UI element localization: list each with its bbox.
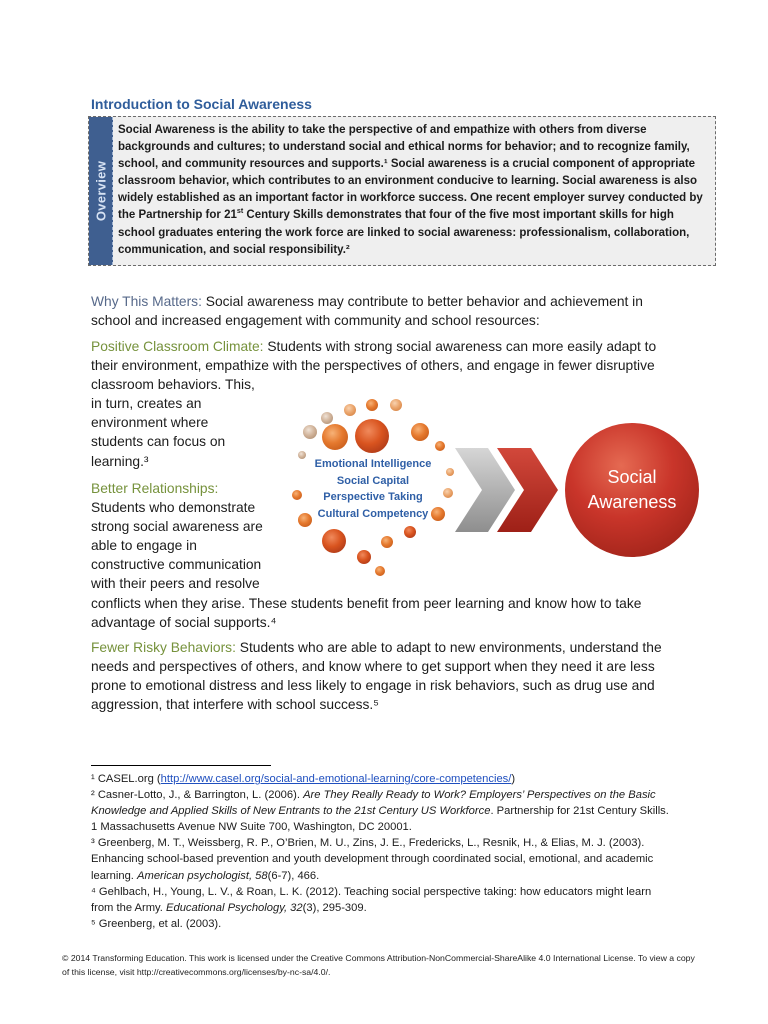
paragraph-text: Social awareness may contribute to better behavior and achievement in [205,294,643,309]
paragraph-line [91,337,656,356]
decorative-circle [321,412,333,424]
paragraph-line: needs and perspectives of others, and know where to get support when they need it are less [91,659,655,675]
decorative-circle [292,490,302,500]
factor-label: Social Capital [336,475,410,487]
decorative-circle [431,507,445,521]
decorative-circle [322,529,346,553]
paragraph-line: environment where [91,415,209,431]
decorative-circle [390,399,402,411]
footnote-marker: ³ [91,837,95,850]
footnote-separator [91,765,271,766]
footnote-3-line: Enhancing school-based prevention and youth development through coordinated social, emotional, and academic [91,853,654,866]
decorative-circle [381,536,393,548]
decorative-circle [298,513,312,527]
outcome-label: Awareness [587,492,677,512]
footnote-marker: ¹ [91,773,95,785]
overview-line: Social Awareness is the ability to take the perspective of and empathize with others from diverse [118,124,647,136]
paragraph-line: conflicts when they arise. These students benefit from peer learning and know how to take [91,595,642,611]
overview-line-text: the Partnership for 21 [118,209,237,222]
footnote-text: ) [511,773,516,785]
paragraph-line: able to engage in [91,538,197,554]
footnote-italic-journal: Educational Psychology, 32 [166,901,303,914]
page-title: Introduction to Social Awareness [91,96,312,112]
overview-line: school, and community resources and supports.¹ Social awareness is a crucial component of appropriate [118,158,696,171]
decorative-circle [435,441,445,451]
decorative-circle [446,468,454,476]
overview-line-text: Century Skills demonstrates that four of the five most important skills for high [243,209,674,222]
paragraph-text: Students with strong social awareness can more easily adapt to [267,339,657,354]
overview-line: widely established as an important factor in workforce success. One recent employer survey conducted by [118,192,703,205]
decorative-circle [375,566,385,576]
footnote-marker: ⁵ [91,917,96,930]
footnote-marker: ⁴ [91,885,96,898]
footnote-4 [91,884,669,900]
footnote-text: . Partnership for 21st Century Skills. [490,805,669,818]
footnote-1 [91,771,669,787]
paragraph-line: learning.³ [91,453,149,469]
footnote-text: Greenberg, M. T., Weissberg, R. P., O’Brien, M. U., Zins, J. E., Fredericks, L., Resnik, H., & Elias, M. J. (2003). [97,837,645,850]
why-this-matters-label: Why This Matters: [91,294,202,309]
social-awareness-diagram [280,390,700,580]
overview-tab-label: Overview [93,160,108,222]
paragraph-line [91,292,643,311]
decorative-circle [357,550,371,564]
casel-link[interactable]: http://www.casel.org/social-and-emotional-learning/core-competencies/ [160,773,512,785]
overview-line [118,207,703,224]
footnote-text: CASEL.org ( [97,773,161,785]
overview-line: communication, and social responsibility.² [118,243,350,256]
footnote-italic-title: Are They Really Ready to Work? Employers’ Perspectives on the Basic [303,789,656,802]
decorative-circle [366,399,378,411]
footnote-text: Greenberg, et al. (2003). [98,917,222,930]
overview-text [118,122,703,259]
decorative-circle [355,419,389,453]
social-awareness-circle [565,423,699,557]
paragraph-text: Students who are able to adapt to new environments, understand the [239,640,662,655]
paragraph-line: aggression, that interfere with school success.⁵ [91,697,379,713]
footnote-italic-title: Knowledge and Applied Skills of New Entrants to the 21st Century US Workforce [91,805,491,818]
decorative-circle [322,424,348,450]
decorative-circle [443,488,453,498]
overview-line: classroom behavior, which contributes to an environment conducive to learning. Social awareness is also [118,175,697,188]
ordinal-suffix: st [236,207,244,216]
footnote-italic-journal: American psychologist, 58 [137,869,268,882]
paragraph-line: prone to emotional distress and less likely to engage in risk behaviors, such as drug use and [91,678,655,694]
footnote-text: Gehlbach, H., Young, L. V., & Roan, L. K. (2012). Teaching social perspective taking: how educators might learn [98,885,652,898]
better-relationships-label: Better Relationships: [91,481,219,496]
positive-classroom-climate-label: Positive Classroom Climate: [91,339,264,354]
footnote-2 [91,787,669,803]
copyright-notice [62,951,695,979]
footnote-2-line [91,803,669,819]
paragraph-line: their environment, empathize with the perspectives of others, and engage in fewer disruptive [91,358,655,374]
footnote-3-line [91,868,669,884]
outcome-label: Social [607,467,657,487]
paragraph-line: Students who demonstrate [91,500,256,516]
paragraph-line: students can focus on [91,434,226,450]
footnote-5 [91,916,669,932]
overview-line: school graduates entering the work force are linked to social awareness: professionalism, collaboration, [118,226,690,239]
factor-label: Perspective Taking [323,491,423,503]
paragraph-line: in turn, creates an [91,396,202,412]
overview-tab [89,117,113,265]
footnote-text: learning. [91,869,138,882]
fewer-risky-behaviors-label: Fewer Risky Behaviors: [91,640,236,655]
footnote-marker: ² [91,789,95,802]
paragraph-line: with their peers and resolve [91,576,260,592]
overview-box [88,116,716,266]
footnote-2-line: 1 Massachusetts Avenue NW Suite 700, Washington, DC 20001. [91,821,412,834]
factor-label: Cultural Competency [317,508,429,520]
decorative-circle [303,425,317,439]
decorative-circle [344,404,356,416]
copyright-line: © 2014 Transforming Education. This work is licensed under the Creative Commons Attribution-NonCommercial-ShareAlike 4.0 International License. To view a copy [62,953,695,963]
footnote-text: Casner-Lotto, J., & Barrington, L. (2006). [97,789,304,802]
paragraph-line: strong social awareness are [91,519,263,535]
factor-label: Emotional Intelligence [314,458,432,470]
decorative-circle [411,423,429,441]
footnote-text: (3), 295-309. [302,901,367,914]
decorative-circle [298,451,306,459]
paragraph-line: classroom behaviors. This, [91,377,255,393]
copyright-line: of this license, visit http://creativecommons.org/licenses/by-nc-sa/4.0/. [62,967,331,977]
footnote-text: (6-7), 466. [267,869,320,882]
paragraph-line: constructive communication [91,557,262,573]
overview-line: backgrounds and cultures; to understand social and ethical norms for behavior; and to recognize family, [118,141,690,154]
why-this-matters-paragraph [91,292,643,330]
paragraph-line: advantage of social supports.⁴ [91,614,277,630]
paragraph-line [91,638,662,657]
paragraph-line: school and increased engagement with community and school resources: [91,313,540,329]
footnote-4-line [91,900,669,916]
footnotes [91,771,669,932]
footnote-text: from the Army. [91,901,167,914]
decorative-circle [404,526,416,538]
fewer-risky-behaviors-paragraph [91,638,662,714]
footnote-3 [91,835,669,851]
